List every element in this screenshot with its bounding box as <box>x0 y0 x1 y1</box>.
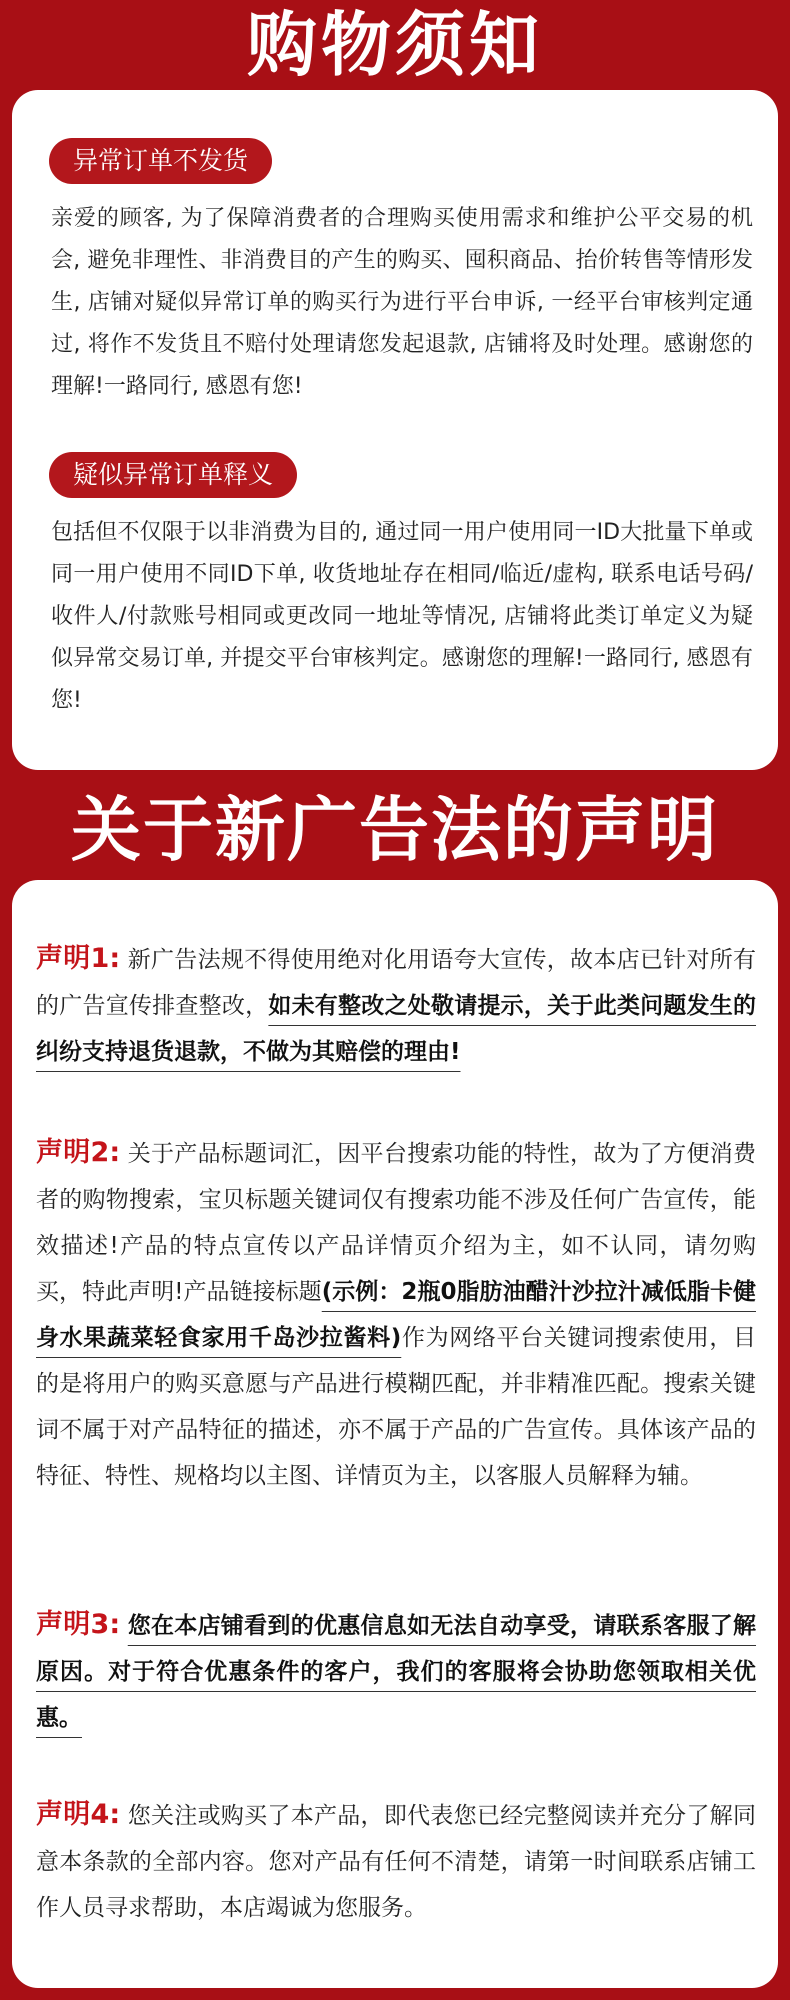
declaration-text: 您关注或购买了本产品，即代表您已经完整阅读并充分了解同意本条款的全部内容。您对产品有任何不清楚，请第一时间联系店铺工作人员寻求帮助，本店竭诚为您服务。 <box>36 1803 757 1921</box>
declaration-3 <box>36 1602 756 1741</box>
declaration-4 <box>36 1792 756 1931</box>
declaration-highlight: 您在本店铺看到的优惠信息如无法自动享受，请联系客服了解原因。对于符合优惠条件的客户，我们的客服将会协助您领取相关优惠。 <box>36 1613 757 1731</box>
declaration-2 <box>36 1130 756 1499</box>
declaration-label: 声明2: <box>36 1137 121 1168</box>
declaration-text: 关于产品标题词汇，因平台搜索功能的特性，故为了方便消费者的购物搜索，宝贝标题关键词仅有搜索功能不涉及任何广告宣传，能效描述!产品的特点宣传以产品详情页介绍为主，如不认同，请勿购买，特此声明!产品链接标题 <box>36 1141 757 1305</box>
declaration-label: 声明4: <box>36 1799 121 1830</box>
suspected-order-heading: 疑似异常订单释义 <box>49 452 297 498</box>
shopping-notice-card <box>12 90 778 770</box>
ad-law-statement-title: 关于新广告法的声明 <box>71 789 719 871</box>
declaration-highlight: 如未有整改之处敬请提示，关于此类问题发生的纠纷支持退货退款，不做为其赔偿的理由! <box>36 993 757 1065</box>
shopping-notice-title: 购物须知 <box>247 4 543 86</box>
suspected-order-text: 包括但不仅限于以非消费为目的, 通过同一用户使用同一ID大批量下单或同一用户使用不同ID下单, 收货地址存在相同/临近/虚构, 联系电话号码/收件人/付款账号相同或更改同一地址等情况, 店铺将此类订单定义为疑似异常交易订单, 并提交平台审核判定。感谢您的理解!一路同行, 感恩有您! <box>51 520 753 713</box>
declaration-label: 声明1: <box>36 943 121 974</box>
declaration-label: 声明3: <box>36 1609 121 1640</box>
abnormal-order-heading: 异常订单不发货 <box>49 138 272 184</box>
declaration-1 <box>36 936 756 1075</box>
abnormal-order-text: 亲爱的顾客, 为了保障消费者的合理购买使用需求和维护公平交易的机会, 避免非理性、非消费目的产生的购买、囤积商品、抬价转售等情形发生, 店铺对疑似异常订单的购买行为进行平台申诉, 一经平台审核判定通过, 将作不发货且不赔付处理请您发起退款, 店铺将及时处理。感谢您的理解!一路同行, 感恩有您! <box>51 206 753 399</box>
declaration-highlight: (示例：2瓶0脂肪油醋汁沙拉汁减低脂卡健身水果蔬菜轻食家用千岛沙拉酱料) <box>36 1279 756 1351</box>
ad-law-statement-card <box>12 880 778 1988</box>
declaration-tail: 作为网络平台关键词搜索使用，目的是将用户的购买意愿与产品进行模糊匹配，并非精准匹配。搜索关键词不属于对产品特征的描述，亦不属于产品的广告宣传。具体该产品的特征、特性、规格均以主图、详情页为主，以客服人员解释为辅。 <box>36 1325 757 1489</box>
declaration-text: 新广告法规不得使用绝对化用语夸大宣传，故本店已针对所有的广告宣传排查整改， <box>36 947 757 1019</box>
